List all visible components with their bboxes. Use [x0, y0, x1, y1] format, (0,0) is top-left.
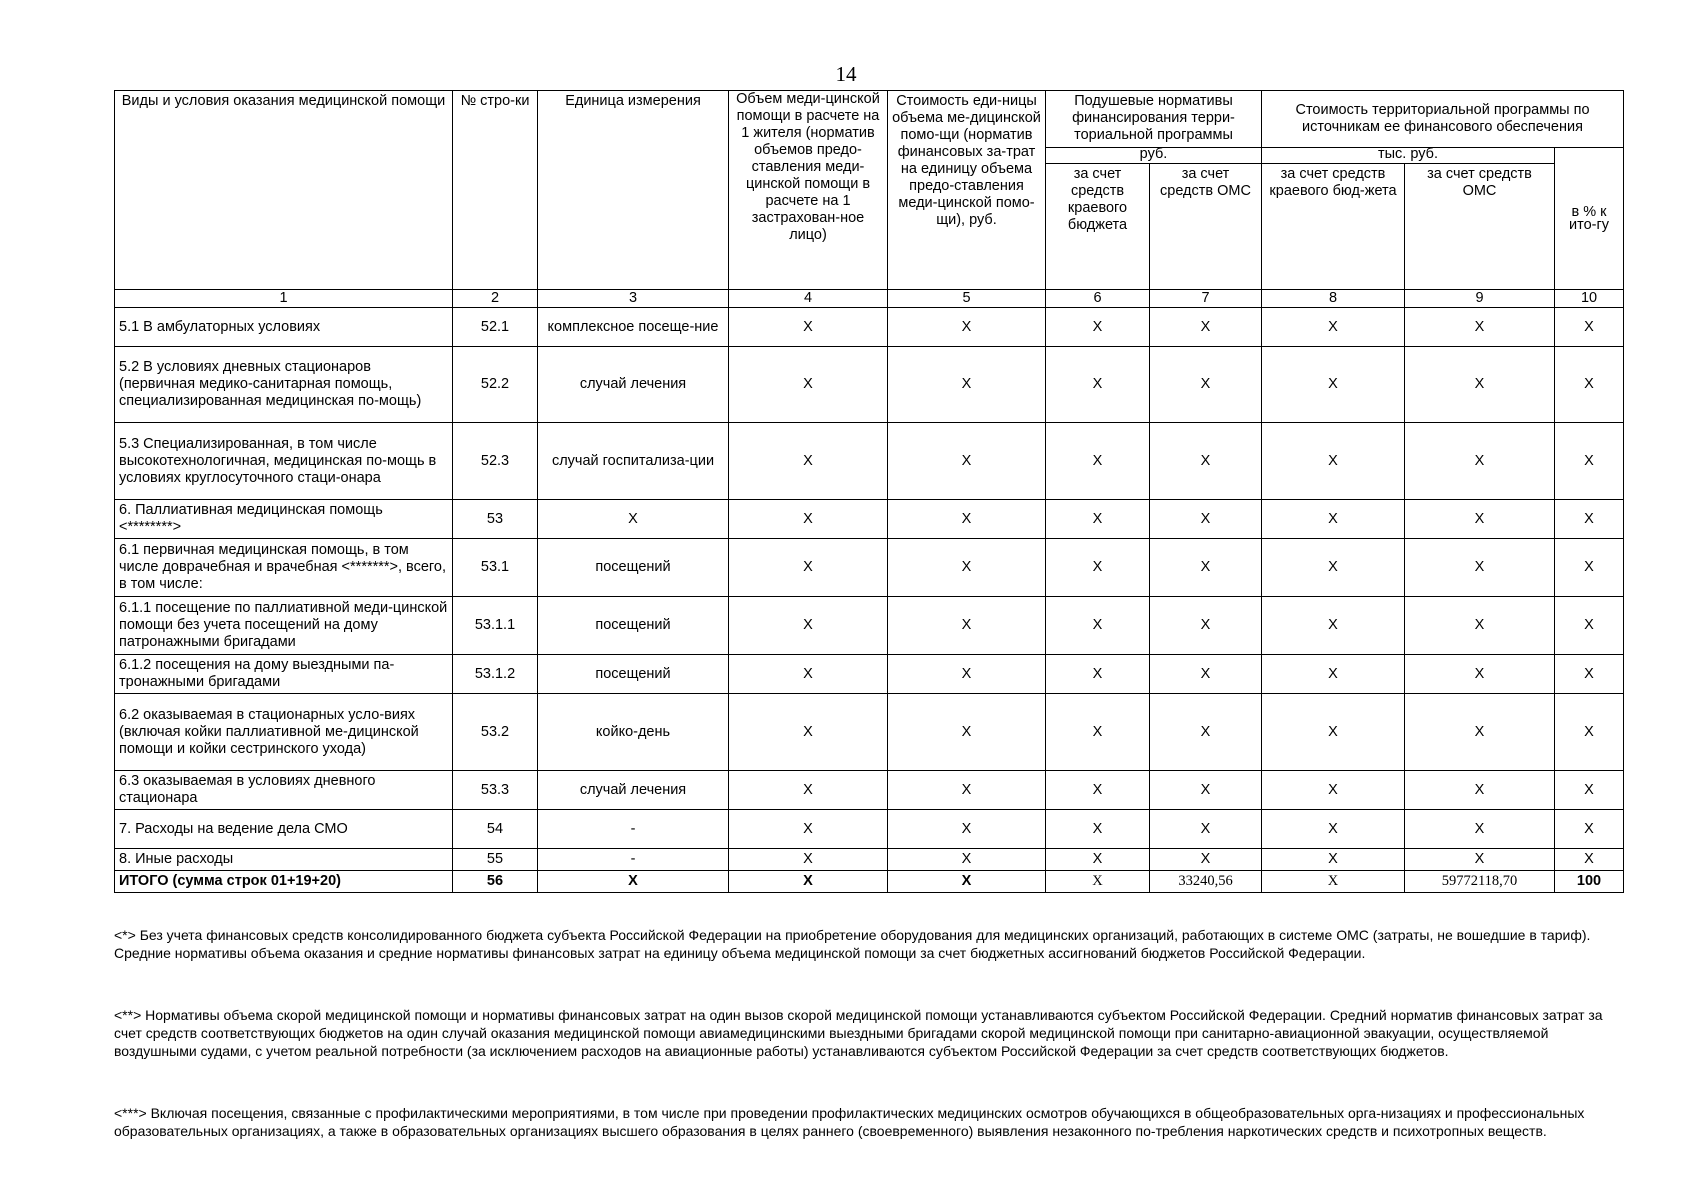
row-value-c5: X	[888, 500, 1046, 539]
row-line-no: 53.1.2	[453, 655, 538, 694]
row-value-c10: X	[1555, 347, 1624, 423]
footnote-1: <*> Без учета финансовых средств консолидированного бюджета субъекта Российской Федерации на приобретение оборудования для медицинских организаций, работающих в системе ОМС (затраты, не вошедшие в тариф). Средние нормативы объема оказания и средние нормативы финансовых затрат на единицу объема медицинской помощи за счет бюджетных ассигнований бюджетов Российской Федерации.	[114, 927, 1591, 961]
row-value-c10: X	[1555, 423, 1624, 500]
row-line-no: 55	[453, 849, 538, 871]
row-value-c4: X	[729, 655, 888, 694]
footnote-3: <***> Включая посещения, связанные с профилактическими мероприятиями, в том числе при проведении профилактических медицинских осмотров обучающихся в общеобразовательных орга-низациях и профессиональных образовательных организациях, а также в образовательных организациях высшего образования в целях раннего (своевременного) выявления незаконного по-требления наркотических средств и психотропных веществ.	[114, 1105, 1585, 1139]
row-value-c7: X	[1150, 423, 1262, 500]
row-value-c8: X	[1262, 849, 1405, 871]
table-row	[115, 308, 1624, 347]
row-line-no: 52.1	[453, 308, 538, 347]
table-row	[115, 849, 1624, 871]
row-value-c4: X	[729, 871, 888, 893]
row-value-c8: X	[1262, 539, 1405, 597]
row-value-c10: X	[1555, 308, 1624, 347]
row-value-c7: X	[1150, 500, 1262, 539]
page-number: 14	[835, 62, 857, 86]
row-value-c4: X	[729, 539, 888, 597]
column-number: 10	[1555, 290, 1624, 308]
row-value-c6: X	[1046, 308, 1150, 347]
row-value-c6: X	[1046, 694, 1150, 771]
row-value-c4: X	[729, 771, 888, 810]
row-name: 6.2 оказываемая в стационарных усло-виях (включая койки паллиативной ме-дицинской помощи и койки сестринского ухода)	[115, 694, 453, 771]
column-number: 9	[1405, 290, 1555, 308]
row-value-c4: X	[729, 308, 888, 347]
table-row	[115, 810, 1624, 849]
column-number-row	[115, 290, 1624, 308]
table-row	[115, 655, 1624, 694]
row-name: 7. Расходы на ведение дела СМО	[115, 810, 453, 849]
row-value-c5: X	[888, 849, 1046, 871]
row-value-c4: X	[729, 810, 888, 849]
row-value-c9: X	[1405, 423, 1555, 500]
header-per-capita: Подушевые нормативы финансирования терри-ториальной программы	[1046, 91, 1262, 148]
row-value-c6: X	[1046, 810, 1150, 849]
row-value-c4: X	[729, 694, 888, 771]
row-unit: посещений	[538, 655, 729, 694]
row-value-c8: X	[1262, 347, 1405, 423]
row-value-c9: X	[1405, 810, 1555, 849]
row-value-c6: X	[1046, 423, 1150, 500]
row-value-c6: X	[1046, 597, 1150, 655]
header-line-no: № стро-ки	[453, 91, 538, 290]
column-number: 2	[453, 290, 538, 308]
row-value-c5: X	[888, 871, 1046, 893]
row-value-c7: X	[1150, 347, 1262, 423]
footnote-2: <**> Нормативы объема скорой медицинской помощи и нормативы финансовых затрат на один вызов скорой медицинской помощи устанавливаются субъектом Российской Федерации. Средний норматив финансовых затрат за счет средств соответствующих бюджетов на один случай оказания медицинской помощи авиамедицинскими выездными бригадами скорой медицинской помощи при санитарно-авиационной эвакуации, осуществляемой воздушными судами, с учетом реальной потребности (за исключением расходов на авиационные работы) устанавливаются субъектом Российской Федерации за счет средств соответствующих бюджетов.	[114, 1007, 1603, 1059]
row-value-c7: X	[1150, 810, 1262, 849]
row-value-c4: X	[729, 500, 888, 539]
row-value-c7: X	[1150, 308, 1262, 347]
row-value-c5: X	[888, 347, 1046, 423]
row-value-c5: X	[888, 771, 1046, 810]
row-value-c8: X	[1262, 423, 1405, 500]
header-oms-funds: за счет средств ОМС	[1150, 164, 1262, 290]
row-value-c9: X	[1405, 694, 1555, 771]
row-value-c8: X	[1262, 597, 1405, 655]
row-value-c9: X	[1405, 539, 1555, 597]
row-value-c4: X	[729, 423, 888, 500]
row-value-c7: X	[1150, 694, 1262, 771]
header-territorial-cost: Стоимость территориальной программы по источникам ее финансового обеспечения	[1262, 91, 1624, 148]
row-line-no: 54	[453, 810, 538, 849]
header-oms-funds-2: за счет средств ОМС	[1405, 164, 1555, 290]
row-line-no: 53.1.1	[453, 597, 538, 655]
row-value-c6: X	[1046, 655, 1150, 694]
header-thous-rub: тыс. руб.	[1262, 148, 1555, 164]
row-value-c10: X	[1555, 849, 1624, 871]
table-row	[115, 423, 1624, 500]
column-number: 7	[1150, 290, 1262, 308]
table-row	[115, 539, 1624, 597]
row-value-c9: X	[1405, 597, 1555, 655]
row-value-c6: X	[1046, 500, 1150, 539]
row-unit: X	[538, 500, 729, 539]
row-name: 6.1.1 посещение по паллиативной меди-цинской помощи без учета посещений на дому патронажными бригадами	[115, 597, 453, 655]
row-value-c10: X	[1555, 539, 1624, 597]
row-value-c4: X	[729, 849, 888, 871]
row-value-c6: X	[1046, 347, 1150, 423]
row-value-c5: X	[888, 655, 1046, 694]
row-value-c5: X	[888, 597, 1046, 655]
row-value-c8: X	[1262, 810, 1405, 849]
row-name: 6.1 первичная медицинская помощь, в том числе доврачебная и врачебная <*******>, всего, в том числе:	[115, 539, 453, 597]
row-name: ИТОГО (сумма строк 01+19+20)	[115, 871, 453, 893]
row-value-c6: X	[1046, 539, 1150, 597]
column-number: 3	[538, 290, 729, 308]
header-unit: Единица измерения	[538, 91, 729, 290]
header-kind: Виды и условия оказания медицинской помощи	[115, 91, 453, 290]
row-line-no: 52.2	[453, 347, 538, 423]
row-line-no: 52.3	[453, 423, 538, 500]
row-name: 8. Иные расходы	[115, 849, 453, 871]
row-value-c7: X	[1150, 655, 1262, 694]
row-line-no: 53.1	[453, 539, 538, 597]
row-name: 6.3 оказываемая в условиях дневного стационара	[115, 771, 453, 810]
row-unit: X	[538, 871, 729, 893]
header-regional-budget: за счет средств краевого бюджета	[1046, 164, 1150, 290]
row-unit: случай лечения	[538, 771, 729, 810]
row-value-c6: X	[1046, 849, 1150, 871]
row-name: 6. Паллиативная медицинская помощь <********>	[115, 500, 453, 539]
row-value-c7: 33240,56	[1150, 871, 1262, 893]
row-value-c8: X	[1262, 655, 1405, 694]
row-value-c10: X	[1555, 500, 1624, 539]
row-value-c7: X	[1150, 539, 1262, 597]
row-unit: посещений	[538, 597, 729, 655]
row-value-c7: X	[1150, 771, 1262, 810]
row-value-c5: X	[888, 308, 1046, 347]
column-number: 5	[888, 290, 1046, 308]
row-value-c4: X	[729, 347, 888, 423]
row-value-c9: X	[1405, 308, 1555, 347]
row-name: 5.3 Специализированная, в том числе высокотехнологичная, медицинская по-мощь в условиях круглосуточного стаци-онара	[115, 423, 453, 500]
row-line-no: 56	[453, 871, 538, 893]
row-unit: койко-день	[538, 694, 729, 771]
row-name: 6.1.2 посещения на дому выездными па-тронажными бригадами	[115, 655, 453, 694]
row-value-c5: X	[888, 810, 1046, 849]
row-value-c8: X	[1262, 308, 1405, 347]
row-value-c6: X	[1046, 771, 1150, 810]
header-percent: в % к ито-гу	[1555, 148, 1624, 290]
row-unit: -	[538, 849, 729, 871]
column-number: 8	[1262, 290, 1405, 308]
row-value-c9: 59772118,70	[1405, 871, 1555, 893]
row-value-c9: X	[1405, 655, 1555, 694]
header-volume: Объем меди-цинской помощи в расчете на 1 жителя (норматив объемов предо-ставления меди-цинской помощи в расчете на 1 застрахован-ное лицо)	[729, 91, 888, 290]
row-unit: случай лечения	[538, 347, 729, 423]
row-value-c7: X	[1150, 849, 1262, 871]
column-number: 4	[729, 290, 888, 308]
row-value-c4: X	[729, 597, 888, 655]
row-value-c8: X	[1262, 771, 1405, 810]
header-cost: Стоимость еди-ницы объема ме-дицинской помо-щи (норматив финансовых за-трат на единицу объема предо-ставления меди-цинской помо-щи), руб.	[888, 91, 1046, 290]
table-row	[115, 347, 1624, 423]
total-row	[115, 871, 1624, 893]
row-value-c9: X	[1405, 347, 1555, 423]
table-row	[115, 500, 1624, 539]
row-name: 5.2 В условиях дневных стационаров (первичная медико-санитарная помощь, специализированная медицинская по-мощь)	[115, 347, 453, 423]
header-rub: руб.	[1046, 148, 1262, 164]
row-value-c9: X	[1405, 771, 1555, 810]
row-value-c6: X	[1046, 871, 1150, 893]
row-value-c8: X	[1262, 500, 1405, 539]
row-name: 5.1 В амбулаторных условиях	[115, 308, 453, 347]
row-value-c5: X	[888, 423, 1046, 500]
table-row	[115, 694, 1624, 771]
row-unit: комплексное посеще-ние	[538, 308, 729, 347]
row-value-c10: 100	[1555, 871, 1624, 893]
row-value-c5: X	[888, 694, 1046, 771]
column-number: 1	[115, 290, 453, 308]
row-line-no: 53.2	[453, 694, 538, 771]
header-regional-budget-2: за счет средств краевого бюд-жета	[1262, 164, 1405, 290]
column-number: 6	[1046, 290, 1150, 308]
row-value-c10: X	[1555, 810, 1624, 849]
row-line-no: 53.3	[453, 771, 538, 810]
table-row	[115, 771, 1624, 810]
row-value-c9: X	[1405, 849, 1555, 871]
row-value-c10: X	[1555, 655, 1624, 694]
row-value-c5: X	[888, 539, 1046, 597]
table-row	[115, 597, 1624, 655]
row-unit: -	[538, 810, 729, 849]
row-line-no: 53	[453, 500, 538, 539]
row-unit: случай госпитализа-ции	[538, 423, 729, 500]
financing-table	[114, 90, 1624, 893]
row-value-c10: X	[1555, 597, 1624, 655]
row-value-c10: X	[1555, 694, 1624, 771]
row-value-c10: X	[1555, 771, 1624, 810]
row-value-c8: X	[1262, 871, 1405, 893]
row-value-c8: X	[1262, 694, 1405, 771]
row-unit: посещений	[538, 539, 729, 597]
row-value-c9: X	[1405, 500, 1555, 539]
row-value-c7: X	[1150, 597, 1262, 655]
